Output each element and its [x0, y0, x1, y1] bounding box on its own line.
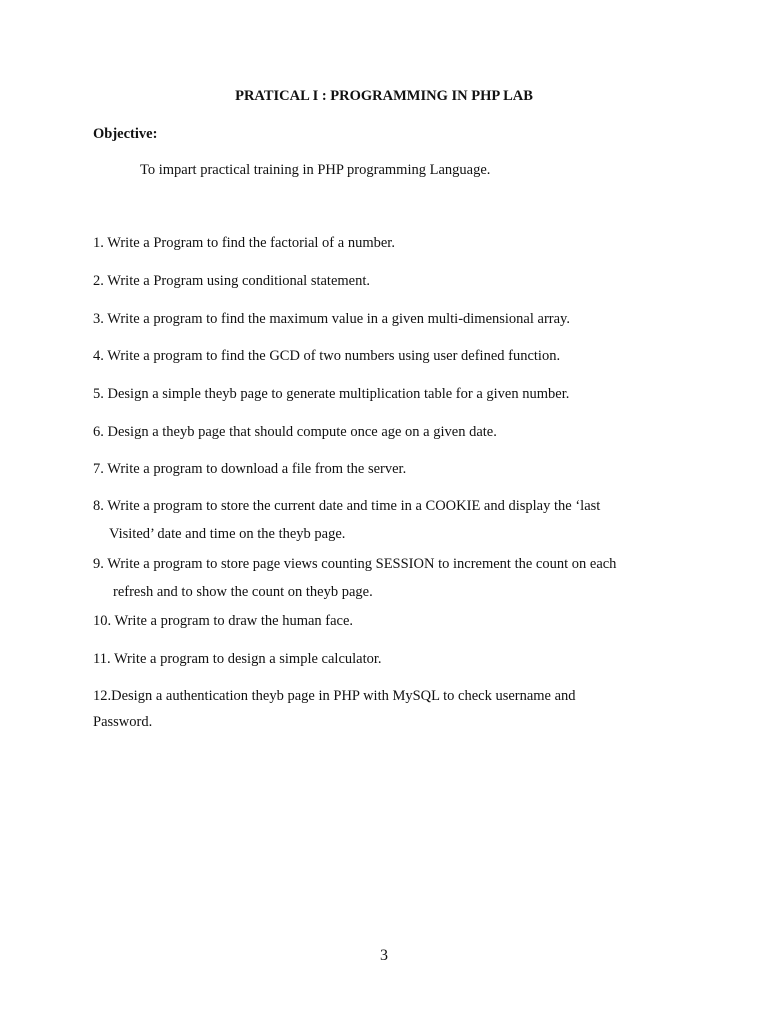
objective-heading: Objective:	[93, 126, 158, 142]
list-item: 12.Design a authentication theyb page in PHP with MySQL to check username and	[93, 688, 576, 704]
list-item-continuation: Visited’ date and time on the theyb page.	[109, 526, 346, 542]
list-item: 2. Write a Program using conditional statement.	[93, 273, 371, 289]
page-title: PRATICAL I : PROGRAMMING IN PHP LAB	[235, 88, 533, 104]
list-item: 9. Write a program to store page views counting SESSION to increment the count on each	[93, 556, 617, 572]
page-number: 3	[380, 947, 388, 964]
list-item: 1. Write a Program to find the factorial of a number.	[93, 235, 395, 251]
list-item: 11. Write a program to design a simple calculator.	[93, 651, 382, 667]
list-item: 10. Write a program to draw the human face.	[93, 613, 354, 629]
list-item-continuation: refresh and to show the count on theyb page.	[113, 584, 373, 600]
list-item: 4. Write a program to find the GCD of two numbers using user defined function.	[93, 348, 561, 364]
list-item: 8. Write a program to store the current date and time in a COOKIE and display the ‘last	[93, 498, 601, 514]
list-item: 7. Write a program to download a file from the server.	[93, 461, 407, 477]
list-item: 6. Design a theyb page that should compute once age on a given date.	[93, 424, 497, 440]
list-item: 5. Design a simple theyb page to generate multiplication table for a given number.	[93, 386, 570, 402]
list-item-continuation: Password.	[93, 714, 153, 730]
objective-text: To impart practical training in PHP programming Language.	[140, 162, 491, 178]
list-item: 3. Write a program to find the maximum value in a given multi-dimensional array.	[93, 311, 570, 327]
